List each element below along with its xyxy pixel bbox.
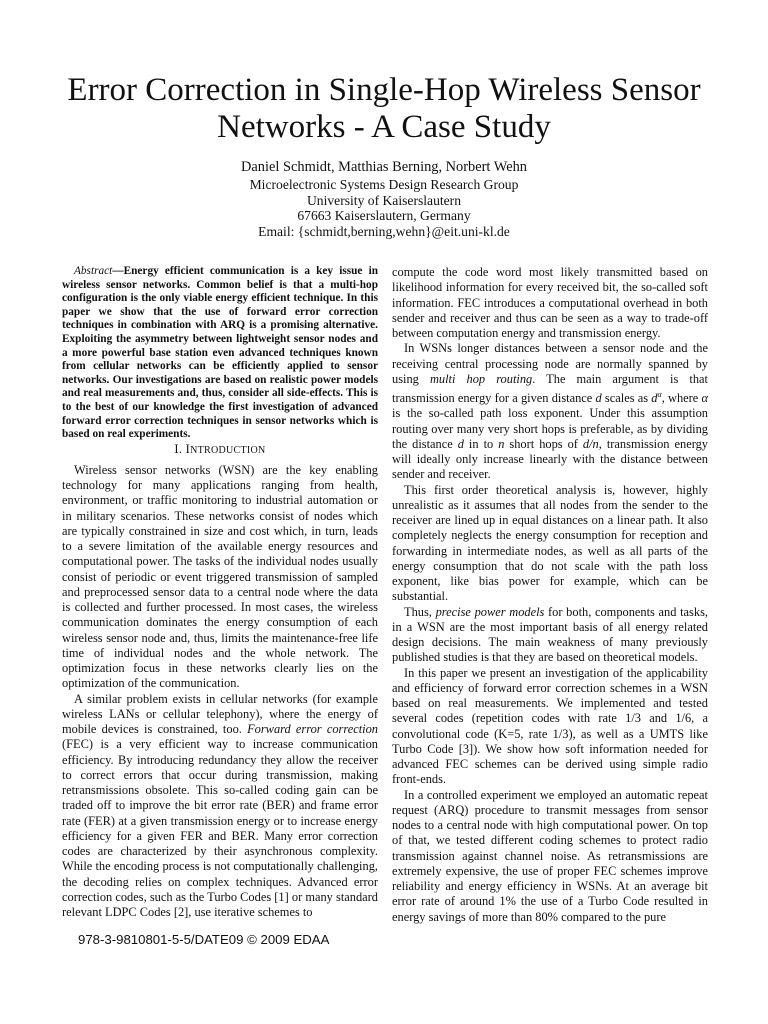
paragraph-text: In WSNs longer distances between a sensor node and the receiving central processing node are normally spanned by using: [392, 341, 708, 386]
section-title-rest: NTRODUCTION: [190, 444, 266, 456]
paper-title: [0, 72, 768, 146]
body-paragraph: This first order theoretical analysis is, however, highly unrealistic as it assumes that all nodes from the sender to the receiver are lined up in equal distances on a linear path. It also completely neglects the energy consumption for reception and forwarding in intermediate nodes, as well as all parts of the energy consumption that do not scale with the path loss exponent, like bias power for example, which can be substantial.: [392, 482, 708, 604]
author-block: [0, 158, 768, 239]
paragraph-text: for both, components and tasks, in a WSN are the most important basis of all energy related design decisions. The main weakness of many previously published studies is that they are based on theoretical models.: [392, 604, 708, 665]
body-paragraph: [62, 692, 378, 921]
math-variable: d: [595, 391, 602, 406]
paragraph-text: . The main argument is that transmission energy for a given distance: [392, 371, 708, 406]
math-variable: d: [457, 436, 464, 451]
left-column: [62, 265, 378, 920]
paragraph-text: , where: [661, 391, 702, 406]
paragraph-text: in to: [463, 436, 499, 451]
affiliation-line: 67663 Kaiserslautern, Germany: [297, 208, 471, 224]
affiliation-line: University of Kaiserslautern: [306, 192, 462, 208]
section-number: I.: [174, 441, 183, 456]
abstract: [62, 265, 378, 442]
paragraph-text: A similar problem exists in cellular networks (for example wireless LANs or cellular telephony), where the energy of mobile devices is constrained, too.: [62, 691, 378, 737]
paragraph-text: scales as: [601, 391, 652, 406]
body-paragraph: [62, 463, 378, 692]
body-paragraph: compute the code word most likely transmitted based on likelihood information for every received bit, the so-called soft information. FEC introduces a computational overhead in both sender and receiver and thus can be seen as a way to trade-off between computation energy and transmission energy.: [392, 265, 708, 340]
math-variable: d: [651, 391, 658, 406]
math-expression: d/n: [582, 436, 599, 451]
copyright-footer: 978-3-9810801-5-5/DATE09 © 2009 EDAA: [78, 932, 330, 947]
paragraph-text: Wireless sensor networks (WSN) are the key enabling technology for many applications ranging from health, environment, or traffic monitoring to industrial automation or in military scenarios. These networks consist of nodes which are typically constrained in size and cost which, in turn, leads to a severe limitation of the available energy resources and computational power. The tasks of the individual nodes usually consist of periodic or event triggered transmission of sampled and preprocessed sensor data to a central node where the data is collected and further processed. In most cases, the wireless communication dominates the energy consumption of each wireless sensor node and, thus, limits the maintenance-free life time of individual nodes and the whole network. The optimization focus in these networks clearly lies on the optimization of the communication.: [62, 462, 378, 691]
author-names: Daniel Schmidt, Matthias Berning, Norbert Wehn: [241, 159, 527, 175]
paragraph-text: (FEC) is a very efficient way to increase communication efficiency. By introducing redundancy they allow the receiver to correct errors that occur during transmission, making retransmissions obsolete. This so-called coding gain can be traded off to improve the bit error rate (BER) and frame error rate (FER) at a given transmission energy or to increase energy efficiency for a given FER and BER. Many error correction codes are characterized by their asynchronous complexity. While the encoding process is not computationally challenging, the decoding relies on complex techniques. Advanced error correction codes, such as the Turbo Codes [1] or many standard relevant LDPC Codes [2], use iterative schemes to: [62, 737, 378, 920]
emphasis-text: Forward error correction: [247, 722, 378, 737]
abstract-label: Abstract: [74, 265, 113, 277]
affiliation-line: Microelectronic Systems Design Research Group: [249, 177, 519, 192]
body-paragraph: In a controlled experiment we employed an automatic repeat request (ARQ) procedure to transmit messages from sensor nodes to a central node with high computational power. On top of that, we tested different coding schemes to protect radio transmission against channel noise. As retransmissions are extremely expensive, the use of proper FEC schemes improve reliability and energy efficiency in WSNs. At an average bit error rate of around 1% the use of a Turbo Code resulted in energy savings of more than 80% compared to the pure: [392, 787, 708, 924]
paragraph-text: is the so-called path loss exponent. Under this assumption routing over many very short hops is preferable, as by dividing the distance: [392, 406, 708, 451]
title-line-2: Networks - A Case Study: [217, 109, 551, 145]
section-heading: [62, 442, 378, 458]
body-paragraph: [392, 605, 708, 666]
section-title-initial: I: [185, 441, 191, 456]
abstract-text: —Energy efficient communication is a key issue in wireless sensor networks. Common belief is that a multi-hop configuration is the only viable energy efficient technique. In this paper we show that the use of forward error correction techniques in combination with ARQ is a promising alternative. Exploiting the asymmetry between lightweight sensor nodes and a more powerful base station even advanced techniques known from cellular networks can be efficiently applied to sensor networks. Our investigations are based on realistic power models and real measurements and, thus, consider all side-effects. This is to the best of our knowledge the first investigation of advanced forward error correction techniques in sensor networks which is based on real experiments.: [62, 265, 378, 441]
title-line-1: Error Correction in Single-Hop Wireless Sensor: [67, 72, 701, 108]
math-variable: n: [498, 436, 505, 451]
email-line: Email: {schmidt,berning,wehn}@eit.uni-kl.de: [258, 223, 510, 239]
emphasis-text: multi hop routing: [429, 371, 533, 386]
emphasis-text: precise power models: [435, 604, 545, 619]
paragraph-text: , transmission energy will ideally only increase linearly with the distance between sender and receiver.: [392, 436, 708, 482]
right-column: [392, 265, 708, 925]
body-paragraph: In this paper we present an investigation of the applicability and efficiency of forward error correction schemes in a WSN based on real measurements. We implemented and tested several codes (repetition codes with rate 1/3 and 1/6, a convolutional code (K=5, rate 1/3), as well as a UMTS like Turbo Code [3]). We show how soft information needed for advanced FEC schemes can be derived using simple radio front-ends.: [392, 665, 708, 787]
body-paragraph: [392, 341, 708, 482]
paragraph-text: Thus,: [404, 604, 436, 619]
math-exponent: α: [657, 390, 662, 399]
paragraph-text: short hops of: [504, 436, 583, 451]
math-variable: α: [701, 391, 709, 406]
